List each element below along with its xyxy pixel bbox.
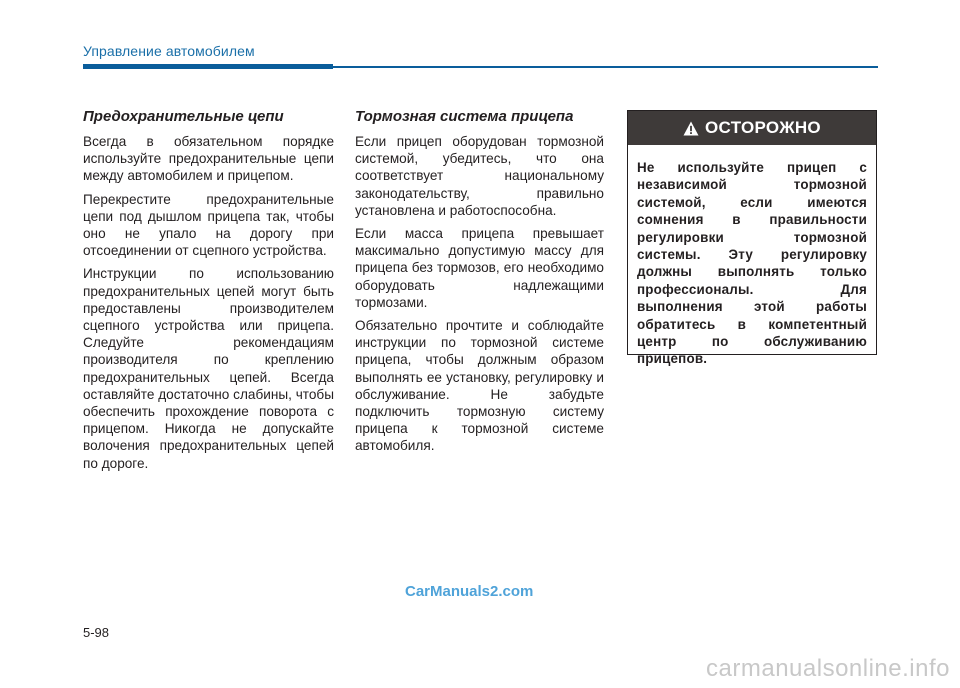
column-safety-chains: [83, 108, 334, 478]
heading-trailer-brakes: Тормозная система прицепа: [355, 108, 574, 125]
section-header-title: Управление автомобилем: [83, 43, 255, 59]
warning-triangle-icon: [683, 121, 699, 136]
warning-box: [627, 110, 877, 367]
page-number: 5-98: [83, 625, 110, 640]
header-rule-thin: [333, 66, 878, 68]
column-trailer-brakes: [355, 108, 604, 461]
footer-watermark: carmanualsonline.info: [706, 655, 950, 682]
paragraph: Всегда в обязательном порядке используйте предохранительные цепи между автомобилем и прицепом.: [83, 134, 334, 184]
watermark-link[interactable]: CarManuals2.com: [405, 583, 534, 600]
paragraph: Если масса прицепа превышает максимально допустимую массу для прицепа без тормозов, его необходимо оборудовать надлежащими тормозами.: [355, 226, 604, 310]
paragraph: Перекрестите предохранительные цепи под дышлом прицепа так, чтобы оно не упало на дорогу при отсоединении от сцепного устройства.: [83, 191, 334, 259]
heading-safety-chains: Предохранительные цепи: [83, 108, 284, 125]
warning-text: Не используйте прицеп с независимой тормозной системой, если имеются сомнения в правильности регулировки тормозной системы. Эту регулировку должны выполнять только профессионалы. Для выполнения этой работы обратитесь в компетентный центр по обслуживанию прицепов.: [637, 160, 867, 367]
warning-header: [628, 111, 876, 145]
paragraph: Если прицеп оборудован тормозной системой, убедитесь, что она соответствует национальному законодательству, правильно установлена и работоспособна.: [355, 134, 604, 218]
header-rule-thick: [83, 64, 333, 69]
warning-title: ОСТОРОЖНО: [705, 118, 821, 137]
paragraph: Инструкции по использованию предохранительных цепей могут быть предоставлены производителем сцепного устройства или прицепа. Следуйте рекомендациям производителя по креплению предохранительных цепей. Всегда оставляйте достаточно слабины, чтобы обеспечить прохождение поворота с прицепом. Никогда не допускайте волочения предохранительных цепей по дороге.: [83, 266, 334, 471]
paragraph: Обязательно прочтите и соблюдайте инструкции по тормозной системе прицепа, чтобы должным образом выполнять ее установку, регулировку и обслуживание. Не забудьте подключить тормозную систему прицепа к тормозной системе автомобиля.: [355, 318, 604, 454]
